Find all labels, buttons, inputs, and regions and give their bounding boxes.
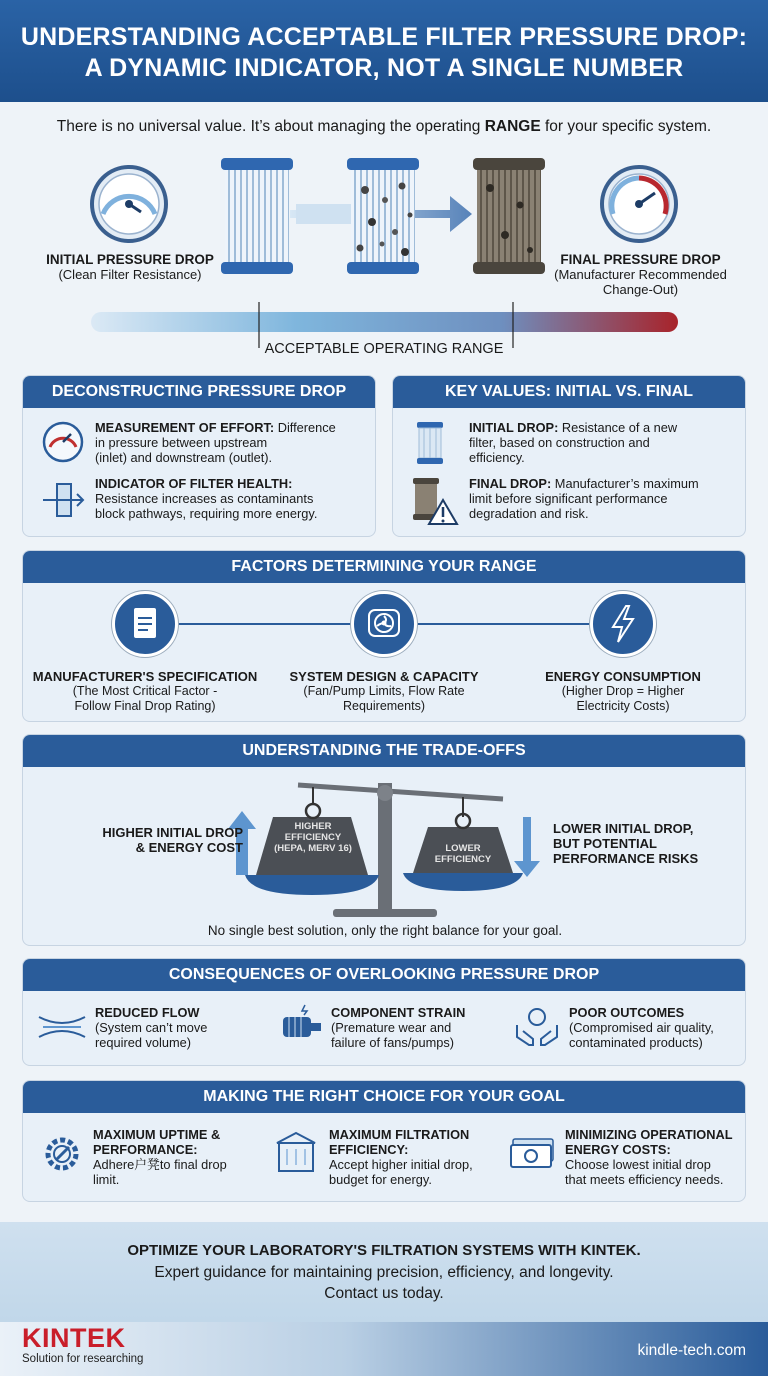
high-pressure-gauge-icon bbox=[602, 167, 676, 241]
poor-outcomes-item: POOR OUTCOMES (Compromised air quality, contaminated products) bbox=[569, 1005, 714, 1050]
page-title-line-1: UNDERSTANDING ACCEPTABLE FILTER PRESSURE DROP: bbox=[20, 23, 748, 51]
motor-strain-icon bbox=[275, 1003, 325, 1043]
intro-emphasis: RANGE bbox=[484, 118, 541, 135]
key-values-title: KEY VALUES: INITIAL VS. FINAL bbox=[393, 376, 745, 408]
fan-icon bbox=[351, 591, 417, 657]
higher-efficiency-weight: HIGHER EFFICIENCY (HEPA, MERV 16) bbox=[274, 821, 352, 854]
reduced-flow-item: REDUCED FLOW (System can’t move required volume) bbox=[95, 1005, 208, 1050]
page-title-line-2: A DYNAMIC INDICATOR, NOT A SINGLE NUMBER bbox=[84, 54, 684, 82]
footer-cta-title: OPTIMIZE YOUR LABORATORY'S FILTRATION SYSTEMS WITH KINTEK. bbox=[127, 1242, 641, 1259]
clean-gauge-icon bbox=[92, 167, 166, 241]
initial-drop-label: INITIAL PRESSURE DROP (Clean Filter Resistance) bbox=[46, 252, 214, 282]
clean-filter-small-icon bbox=[415, 420, 445, 466]
final-drop-label: FINAL PRESSURE DROP (Manufacturer Recommended Change-Out) bbox=[554, 252, 727, 297]
uptime-item: MAXIMUM UPTIME & PERFORMANCE: Adhere户凳to final drop limit. bbox=[93, 1127, 227, 1187]
dirty-filter-icon bbox=[473, 158, 545, 274]
tradeoffs-title: UNDERSTANDING THE TRADE-OFFS bbox=[23, 735, 745, 767]
indicator-of-filter-health-item: INDICATOR OF FILTER HEALTH: Resistance increases as contaminants block pathways, requiring more energy. bbox=[95, 476, 318, 521]
tradeoffs-footer: No single best solution, only the right balance for your goal. bbox=[207, 923, 563, 938]
factors-title: FACTORS DETERMINING YOUR RANGE bbox=[23, 551, 745, 583]
higher-drop-label: HIGHER INITIAL DROP & ENERGY COST bbox=[102, 825, 243, 855]
gear-wrench-icon bbox=[39, 1131, 85, 1177]
footer-line-2: Contact us today. bbox=[324, 1285, 444, 1302]
filter-flow-icon bbox=[41, 480, 85, 520]
energy-costs-item: MINIMIZING OPERATIONAL ENERGY COSTS: Choose lowest initial drop that meets efficiency needs. bbox=[565, 1127, 733, 1187]
clean-room-icon bbox=[273, 1129, 319, 1175]
factor-energy-consumption: ENERGY CONSUMPTION (Higher Drop = Higher Electricity Costs) bbox=[545, 669, 701, 713]
choice-card bbox=[22, 1080, 746, 1202]
measurement-of-effort-item: MEASUREMENT OF EFFORT: Difference in pressure between upstream (inlet) and downstream (outlet). bbox=[95, 420, 336, 465]
kintek-logo[interactable]: KINTEK bbox=[22, 1323, 126, 1353]
document-icon bbox=[112, 591, 178, 657]
money-icon bbox=[509, 1137, 557, 1171]
factor-manufacturer-spec: MANUFACTURER'S SPECIFICATION (The Most Critical Factor - Follow Final Drop Rating) bbox=[32, 669, 258, 713]
pressure-gauge-icon bbox=[41, 420, 85, 464]
lower-efficiency-weight: LOWER EFFICIENCY bbox=[434, 843, 492, 865]
intro-prefix: There is no universal value. It’s about managing the operating bbox=[56, 118, 485, 135]
lightning-icon bbox=[590, 591, 656, 657]
factor-system-design: SYSTEM DESIGN & CAPACITY (Fan/Pump Limits, Flow Rate Requirements) bbox=[289, 669, 479, 713]
page-header bbox=[0, 0, 768, 102]
component-strain-item: COMPONENT STRAIN (Premature wear and failure of fans/pumps) bbox=[331, 1005, 466, 1050]
loading-filter-icon bbox=[347, 158, 419, 274]
clean-filter-icon bbox=[221, 158, 293, 274]
factors-card bbox=[22, 550, 746, 722]
deconstructing-title: DECONSTRUCTING PRESSURE DROP bbox=[23, 376, 375, 408]
choice-title: MAKING THE RIGHT CHOICE FOR YOUR GOAL bbox=[23, 1081, 745, 1113]
tradeoffs-card bbox=[22, 734, 746, 946]
intro-suffix: for your specific system. bbox=[540, 118, 712, 135]
deconstructing-card bbox=[22, 375, 376, 537]
reduced-flow-icon bbox=[37, 1009, 87, 1045]
consequences-card bbox=[22, 958, 746, 1066]
dirty-filter-warning-icon bbox=[411, 476, 459, 526]
consequences-title: CONSEQUENCES OF OVERLOOKING PRESSURE DROP bbox=[23, 959, 745, 991]
range-label: ACCEPTABLE OPERATING RANGE bbox=[264, 341, 504, 357]
final-drop-item: FINAL DROP: Manufacturer’s maximum limit before significant performance degradation and risk. bbox=[469, 476, 699, 521]
key-values-card bbox=[392, 375, 746, 537]
hands-care-icon bbox=[513, 1003, 561, 1047]
operating-range-bar bbox=[91, 312, 678, 332]
footer-line-1: Expert guidance for maintaining precision, efficiency, and longevity. bbox=[154, 1264, 614, 1281]
lower-drop-label: LOWER INITIAL DROP, BUT POTENTIAL PERFORMANCE RISKS bbox=[553, 821, 699, 866]
intro-text bbox=[0, 118, 768, 136]
kintek-tagline: Solution for researching bbox=[22, 1353, 144, 1365]
filtration-efficiency-item: MAXIMUM FILTRATION EFFICIENCY: Accept higher initial drop, budget for energy. bbox=[329, 1127, 473, 1187]
initial-drop-item: INITIAL DROP: Resistance of a new filter, based on construction and efficiency. bbox=[469, 420, 678, 465]
website-link[interactable]: kindle-tech.com bbox=[637, 1342, 746, 1359]
